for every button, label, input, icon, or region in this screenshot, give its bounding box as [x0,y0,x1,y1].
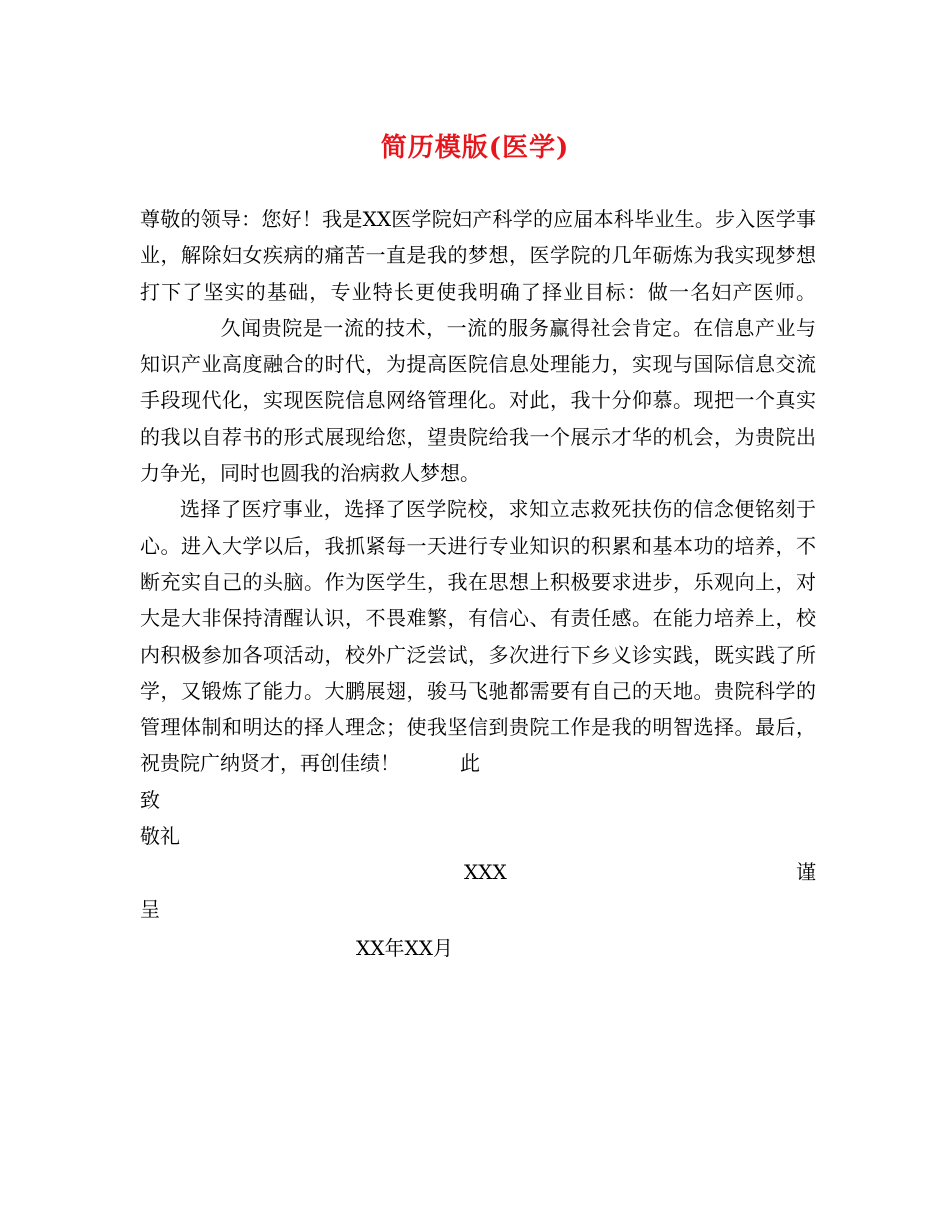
signature-word-b: 呈 [140,896,160,921]
letter-body [140,201,816,927]
closing-word-a: 此 [460,751,480,776]
letter-date: XX年XX月 [356,936,453,960]
paragraph-main-text: 选择了医疗事业，选择了医学院校，求知立志救死扶伤的信念便铭刻于心。进入大学以后，我抓紧每一天进行专业知识的积累和基本功的培养，不断充实自己的头脑。作为医学生，我在思想上积极要求进步，乐观向上，对大是大非保持清醒认识，不畏难繁，有信心、有责任感。在能力培养上，校内积极参加各项活动，校外广泛尝试，多次进行下乡义诊实践，既实践了所学，又锻炼了能力。大鹏展翅，骏马飞驰都需要有自己的天地。贵院科学的管理体制和明达的择人理念；使我坚信到贵院工作是我的明智选择。最后，祝贵院广纳贤才，再创佳绩！ [140,497,816,776]
paragraph-intro-part-a: 尊敬的领导：您好！我是XX医学院妇产科学的应届本科毕业生。步入医学事业，解除妇女疾病的痛苦一直是我的梦想，医学院的几年砺炼为我实现梦想打下了坚实的基础，专业特长更使我明确了择业目标：做一名妇产医师。 [140,207,816,304]
paragraph-intro [140,201,816,491]
signature-name: XXX [464,860,507,885]
signature-row [140,854,816,890]
page-title: 简历模版(医学) [380,133,570,163]
closing-word-b: 致 [140,787,160,812]
paragraph-intro-part-b: 久闻贵院是一流的技术，一流的服务赢得社会肯定。在信息产业与知识产业高度融合的时代，为提高医院信息处理能力，实现与国际信息交流手段现代化，实现医院信息网络管理化。对此，我十分仰慕。现把一个真实的我以自荐书的形式展现给您，望贵院给我一个展示才华的机会，为贵院出力争光，同时也圆我的治病救人梦想。 [140,315,816,486]
salutation: 敬礼 [140,824,180,849]
signature-word-a: 谨 [796,860,816,885]
paragraph-main [140,491,816,781]
